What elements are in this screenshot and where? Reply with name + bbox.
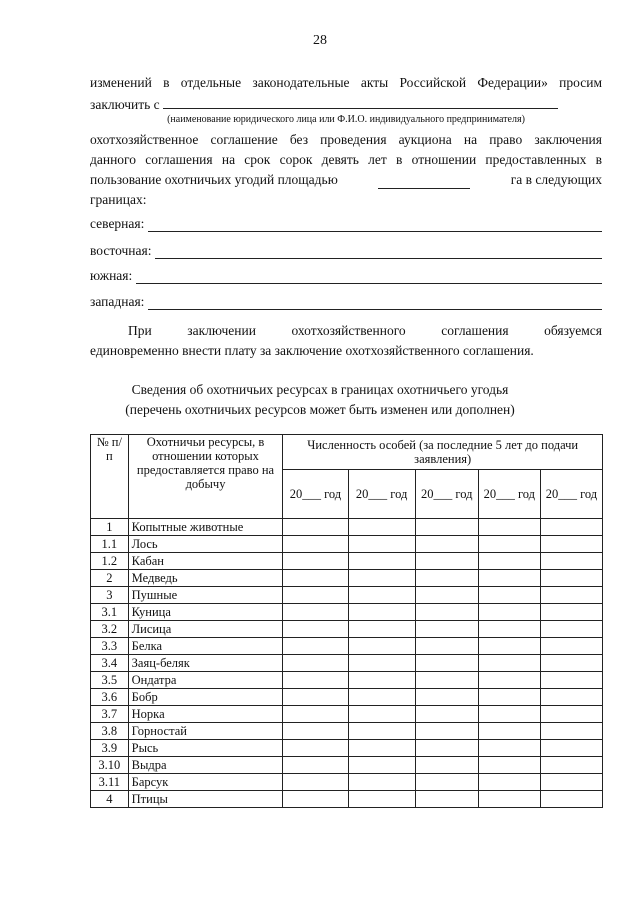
row-resource-name: Куница: [128, 604, 283, 621]
row-resource-name: Медведь: [128, 570, 283, 587]
count-cell[interactable]: [540, 689, 602, 706]
paragraph-line: изменений в отдельные законодательные акты Российской Федерации» просим: [90, 75, 602, 90]
table-row: [91, 774, 603, 791]
count-cell[interactable]: [348, 791, 415, 808]
count-cell[interactable]: [415, 553, 478, 570]
count-cell[interactable]: [283, 774, 348, 791]
count-cell[interactable]: [478, 604, 540, 621]
boundary-south-field[interactable]: [136, 270, 602, 284]
count-cell[interactable]: [283, 587, 348, 604]
row-number: 3.3: [91, 638, 129, 655]
count-cell[interactable]: [283, 672, 348, 689]
paragraph-line: границах:: [90, 192, 147, 207]
count-cell[interactable]: [540, 638, 602, 655]
row-number: 2: [91, 570, 129, 587]
paragraph-line: охотхозяйственное соглашение без проведения аукциона на право заключения: [90, 132, 602, 147]
row-resource-name: Норка: [128, 706, 283, 723]
row-number: 1: [91, 519, 129, 536]
count-cell[interactable]: [478, 536, 540, 553]
col-header-year: 20___ год: [283, 470, 348, 519]
count-cell[interactable]: [415, 638, 478, 655]
row-number: 3.11: [91, 774, 129, 791]
count-cell[interactable]: [415, 774, 478, 791]
paragraph-line: единовременно внести плату за заключение охотхозяйственного соглашения.: [90, 343, 534, 358]
boundary-east-field[interactable]: [155, 245, 602, 259]
boundary-west-row: [90, 294, 602, 310]
count-cell[interactable]: [283, 655, 348, 672]
count-cell[interactable]: [415, 689, 478, 706]
count-cell[interactable]: [540, 604, 602, 621]
boundary-south-row: [90, 268, 602, 284]
contract-party-label: заключить с: [90, 97, 160, 112]
count-cell[interactable]: [348, 587, 415, 604]
area-line: [90, 171, 602, 189]
boundary-west-label: западная:: [90, 294, 145, 309]
count-cell[interactable]: [283, 553, 348, 570]
col-header-year: 20___ год: [415, 470, 478, 519]
paragraph-line: При заключении охотхозяйственного соглашения обязуемся: [128, 323, 602, 338]
count-cell[interactable]: [478, 740, 540, 757]
count-cell[interactable]: [283, 604, 348, 621]
count-cell[interactable]: [348, 672, 415, 689]
count-cell[interactable]: [540, 519, 602, 536]
contract-party-field[interactable]: [163, 95, 558, 109]
count-cell[interactable]: [348, 570, 415, 587]
row-resource-name: Выдра: [128, 757, 283, 774]
table-title: Сведения об охотничьих ресурсах в границах охотничьего угодья: [131, 382, 509, 397]
boundary-north-label: северная:: [90, 216, 145, 231]
count-cell[interactable]: [540, 655, 602, 672]
row-number: 3.9: [91, 740, 129, 757]
count-cell[interactable]: [283, 706, 348, 723]
page-number: 28: [313, 33, 327, 48]
count-cell[interactable]: [348, 723, 415, 740]
table-row: [91, 553, 603, 570]
table-row: [91, 638, 603, 655]
count-cell[interactable]: [348, 621, 415, 638]
area-field[interactable]: [378, 175, 470, 189]
boundary-east-row: [90, 243, 602, 259]
count-cell[interactable]: [478, 757, 540, 774]
count-cell[interactable]: [415, 519, 478, 536]
hunting-resources-table: [90, 434, 603, 808]
count-cell[interactable]: [283, 791, 348, 808]
count-cell[interactable]: [540, 791, 602, 808]
contract-party-line: [90, 95, 602, 114]
table-row: [91, 587, 603, 604]
row-number: 3.8: [91, 723, 129, 740]
row-resource-name: Рысь: [128, 740, 283, 757]
count-cell[interactable]: [478, 791, 540, 808]
boundary-north-field[interactable]: [148, 218, 602, 232]
count-cell[interactable]: [348, 757, 415, 774]
row-number: 1.1: [91, 536, 129, 553]
contract-party-caption: (наименование юридического лица или Ф.И.О. индивидуального предпринимателя): [167, 114, 525, 125]
count-cell[interactable]: [415, 740, 478, 757]
row-resource-name: Лисица: [128, 621, 283, 638]
col-header-number: № п/п: [91, 435, 129, 519]
count-cell[interactable]: [478, 774, 540, 791]
count-cell[interactable]: [415, 621, 478, 638]
count-cell[interactable]: [540, 723, 602, 740]
count-cell[interactable]: [478, 621, 540, 638]
count-cell[interactable]: [415, 570, 478, 587]
table-row: [91, 536, 603, 553]
count-cell[interactable]: [348, 536, 415, 553]
count-cell[interactable]: [348, 553, 415, 570]
count-cell[interactable]: [415, 604, 478, 621]
count-cell[interactable]: [540, 553, 602, 570]
count-cell[interactable]: [540, 757, 602, 774]
count-cell[interactable]: [348, 774, 415, 791]
count-cell[interactable]: [348, 638, 415, 655]
count-cell[interactable]: [540, 706, 602, 723]
row-resource-name: Пушные: [128, 587, 283, 604]
count-cell[interactable]: [478, 553, 540, 570]
table-row: [91, 791, 603, 808]
count-cell[interactable]: [348, 740, 415, 757]
row-number: 3: [91, 587, 129, 604]
count-cell[interactable]: [348, 689, 415, 706]
boundary-south-label: южная:: [90, 268, 133, 283]
row-number: 3.4: [91, 655, 129, 672]
row-resource-name: Горностай: [128, 723, 283, 740]
count-cell[interactable]: [540, 536, 602, 553]
table-body: [91, 519, 603, 808]
col-header-year: 20___ год: [540, 470, 602, 519]
boundary-north-row: [90, 216, 602, 232]
col-header-year: 20___ год: [348, 470, 415, 519]
count-cell[interactable]: [478, 655, 540, 672]
count-cell[interactable]: [415, 706, 478, 723]
row-number: 3.7: [91, 706, 129, 723]
count-cell[interactable]: [283, 723, 348, 740]
count-cell[interactable]: [478, 689, 540, 706]
count-cell[interactable]: [478, 706, 540, 723]
count-cell[interactable]: [283, 536, 348, 553]
count-cell[interactable]: [348, 655, 415, 672]
row-number: 3.6: [91, 689, 129, 706]
table-row: [91, 689, 603, 706]
count-cell[interactable]: [478, 672, 540, 689]
table-row: [91, 757, 603, 774]
area-unit-label: га в следующих: [510, 172, 602, 187]
count-cell[interactable]: [478, 638, 540, 655]
table-row: [91, 706, 603, 723]
count-cell[interactable]: [283, 689, 348, 706]
count-cell[interactable]: [415, 723, 478, 740]
count-cell[interactable]: [348, 519, 415, 536]
row-number: 3.5: [91, 672, 129, 689]
count-cell[interactable]: [540, 740, 602, 757]
row-resource-name: Кабан: [128, 553, 283, 570]
count-cell[interactable]: [478, 570, 540, 587]
count-cell[interactable]: [478, 723, 540, 740]
count-cell[interactable]: [540, 587, 602, 604]
count-cell[interactable]: [415, 791, 478, 808]
boundary-west-field[interactable]: [148, 296, 602, 310]
count-cell[interactable]: [540, 570, 602, 587]
count-cell[interactable]: [478, 519, 540, 536]
table-row: [91, 740, 603, 757]
table-row: [91, 621, 603, 638]
count-cell[interactable]: [283, 638, 348, 655]
row-resource-name: Заяц-беляк: [128, 655, 283, 672]
count-cell[interactable]: [348, 706, 415, 723]
count-cell[interactable]: [540, 774, 602, 791]
area-label: пользование охотничьих угодий площадью: [90, 172, 338, 187]
count-cell[interactable]: [415, 655, 478, 672]
count-cell[interactable]: [415, 757, 478, 774]
row-resource-name: Лось: [128, 536, 283, 553]
table-subtitle: (перечень охотничьих ресурсов может быть изменен или дополнен): [125, 402, 515, 417]
table-row: [91, 604, 603, 621]
count-cell[interactable]: [478, 587, 540, 604]
count-cell[interactable]: [283, 519, 348, 536]
boundary-east-label: восточная:: [90, 243, 152, 258]
row-resource-name: Белка: [128, 638, 283, 655]
table-row: [91, 672, 603, 689]
row-resource-name: Копытные животные: [128, 519, 283, 536]
paragraph-line: данного соглашения на срок сорок девять лет в отношении предоставленных в: [90, 152, 602, 167]
table-row: [91, 723, 603, 740]
count-cell[interactable]: [415, 536, 478, 553]
table-row: [91, 655, 603, 672]
row-number: 4: [91, 791, 129, 808]
row-resource-name: Барсук: [128, 774, 283, 791]
row-resource-name: Ондатра: [128, 672, 283, 689]
count-cell[interactable]: [415, 672, 478, 689]
count-cell[interactable]: [283, 621, 348, 638]
col-header-year: 20___ год: [478, 470, 540, 519]
row-number: 3.10: [91, 757, 129, 774]
row-number: 3.1: [91, 604, 129, 621]
row-resource-name: Птицы: [128, 791, 283, 808]
table-row: [91, 570, 603, 587]
row-resource-name: Бобр: [128, 689, 283, 706]
count-cell[interactable]: [283, 740, 348, 757]
count-cell[interactable]: [283, 570, 348, 587]
count-cell[interactable]: [283, 757, 348, 774]
count-cell[interactable]: [415, 587, 478, 604]
count-cell[interactable]: [540, 672, 602, 689]
count-cell[interactable]: [540, 621, 602, 638]
table-row: [91, 519, 603, 536]
col-header-resource: Охотничьи ресурсы, в отношении которых предоставляется право на добычу: [128, 435, 283, 519]
row-number: 3.2: [91, 621, 129, 638]
col-header-count: Численность особей (за последние 5 лет до подачи заявления): [283, 435, 603, 470]
count-cell[interactable]: [348, 604, 415, 621]
row-number: 1.2: [91, 553, 129, 570]
